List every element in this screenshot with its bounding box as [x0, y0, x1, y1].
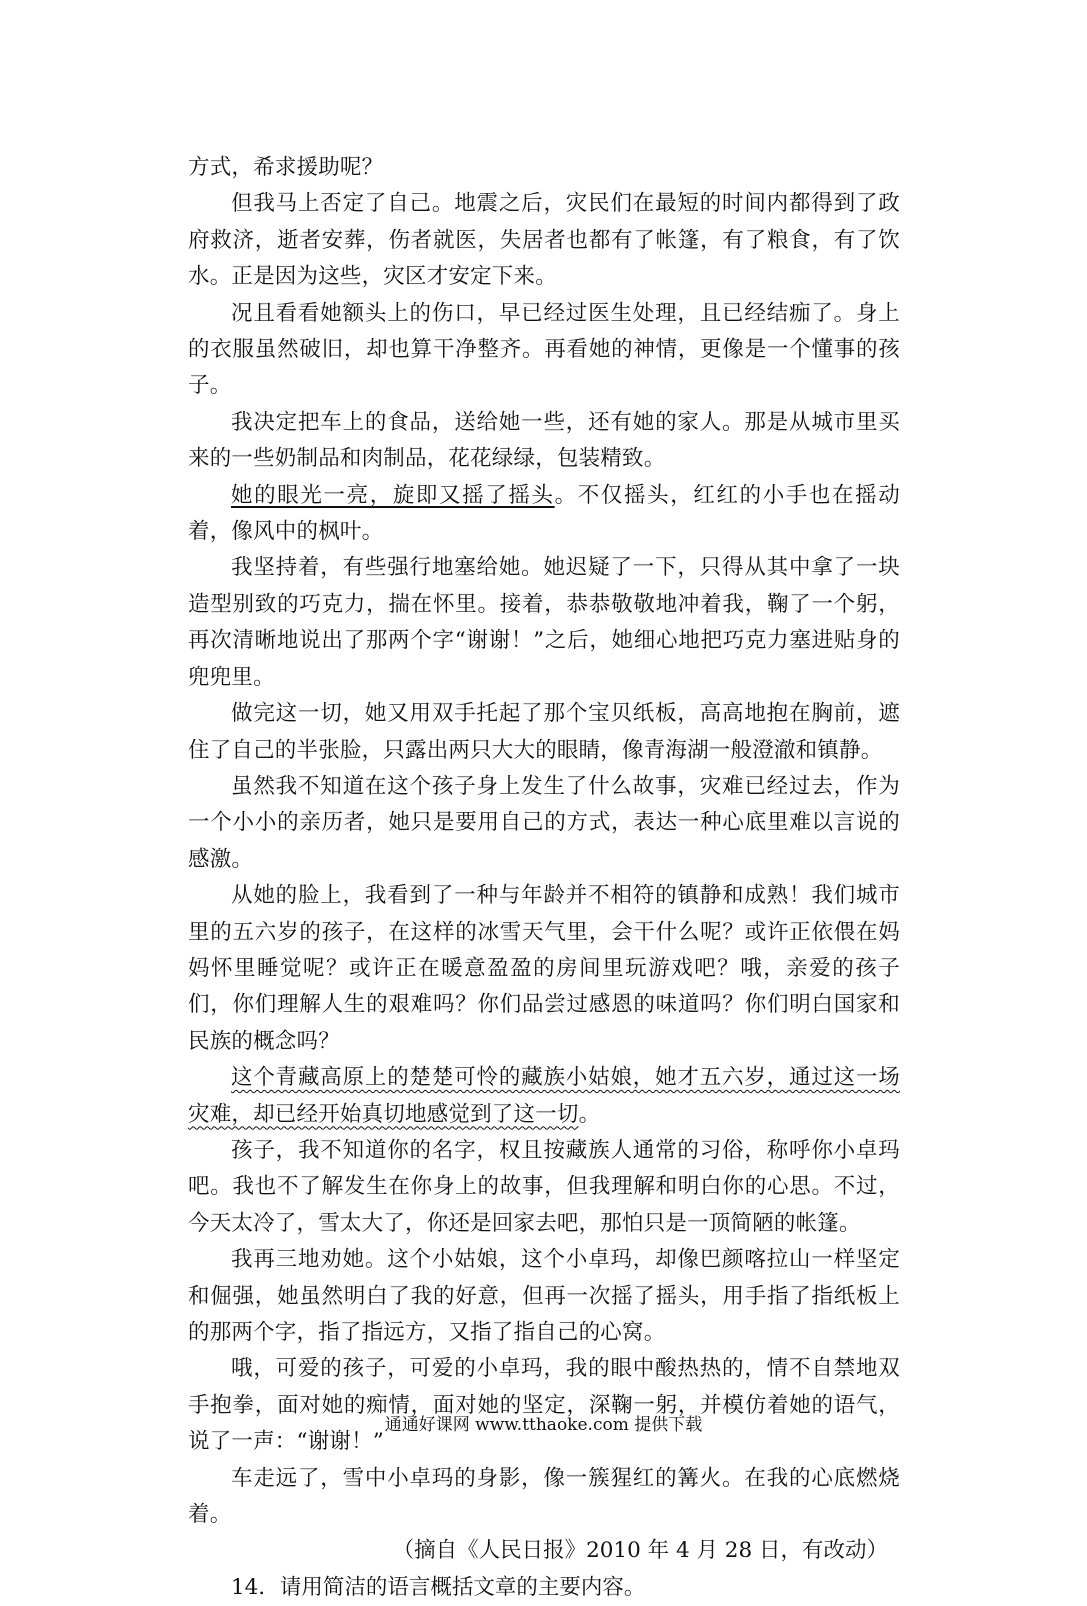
- question-14: 14．请用简洁的语言概括文章的主要内容。: [231, 1574, 646, 1600]
- footer-credit: 通通好课网 www.tthaoke.com 提供下载: [384, 1415, 703, 1435]
- paragraph-0: 方式，希求援助呢？: [188, 155, 384, 180]
- paragraph-6: 做完这一切，她又用双手托起了那个宝贝纸板，高高地抱在胸前，遮住了自己的半张脸，只露出两只大大的眼睛，像青海湖一般澄澈和镇静。: [188, 701, 900, 763]
- paragraph-4: [188, 478, 900, 551]
- wavy-underlined-sentence: 这个青藏高原上的楚楚可怜的藏族小姑娘，她才五六岁，通过这一场灾难，却已经开始真切地感觉到了这一切: [188, 1065, 900, 1127]
- paragraph-11: 我再三地劝她。这个小姑娘，这个小卓玛，却像巴颜喀拉山一样坚定和倔强，她虽然明白了我的好意，但再一次摇了摇头，用手指了指纸板上的那两个字，指了指远方，又指了指自己的心窝。: [188, 1247, 900, 1345]
- paragraph-4-rest: 。不仅摇头，红红的小手也在摇动着，像风中的枫叶。: [188, 482, 900, 545]
- paragraph-3: 我决定把车上的食品，送给她一些，还有她的家人。那是从城市里买来的一些奶制品和肉制品，花花绿绿，包装精致。: [188, 409, 900, 472]
- paragraph-1: 但我马上否定了自己。地震之后，灾民们在最短的时间内都得到了政府救济，逝者安葬，伤者就医，失居者也都有了帐篷，有了粮食，有了饮水。正是因为这些，灾区才安定下来。: [188, 191, 900, 290]
- paragraph-2: 况且看看她额头上的伤口，早已经过医生处理，且已经结痂了。身上的衣服虽然破旧，却也算干净整齐。再看她的神情，更像是一个懂事的孩子。: [188, 300, 900, 399]
- paragraph-9: [188, 1060, 900, 1133]
- paragraph-10: 孩子，我不知道你的名字，权且按藏族人通常的习俗，称呼你小卓玛吧。我也不了解发生在你身上的故事，但我理解和明白你的心思。不过，今天太冷了，雪太大了，你还是回家去吧，那怕只是一顶简陋的帐篷。: [188, 1137, 900, 1236]
- source-citation: （摘自《人民日报》2010 年 4 月 28 日，有改动）: [392, 1538, 888, 1564]
- document-page: [188, 150, 900, 1606]
- paragraph-9-rest: 。: [578, 1101, 601, 1127]
- paragraph-5: 我坚持着，有些强行地塞给她。她迟疑了一下，只得从其中拿了一块造型别致的巧克力，揣在怀里。接着，恭恭敬敬地冲着我，鞠了一个躬，再次清晰地说出了那两个字“谢谢！”之后，她细心地把巧克力塞进贴身的兜兜里。: [188, 555, 900, 690]
- paragraph-8: 从她的脸上，我看到了一种与年龄并不相符的镇静和成熟！我们城市里的五六岁的孩子，在这样的冰雪天气里，会干什么呢？或许正依偎在妈妈怀里睡觉呢？或许正在暖意盈盈的房间里玩游戏吧？哦，亲爱的孩子们，你们理解人生的艰难吗？你们品尝过感恩的味道吗？你们明白国家和民族的概念吗？: [188, 883, 900, 1054]
- underlined-sentence-1: 她的眼光一亮，旋即又摇了摇头: [231, 482, 555, 508]
- paragraph-12: 哦，可爱的孩子，可爱的小卓玛，我的眼中酸热热的，情不自禁地双手抱拳，面对她的痴情，面对她的坚定，深鞠一躬，并模仿着她的语气，说了一声：“谢谢！”: [188, 1356, 900, 1455]
- paragraph-13: 车走远了，雪中小卓玛的身影，像一簇猩红的篝火。在我的心底燃烧着。: [188, 1465, 900, 1528]
- paragraph-7: 虽然我不知道在这个孩子身上发生了什么故事，灾难已经过去，作为一个小小的亲历者，她只是要用自己的方式，表达一种心底里难以言说的感激。: [188, 773, 900, 872]
